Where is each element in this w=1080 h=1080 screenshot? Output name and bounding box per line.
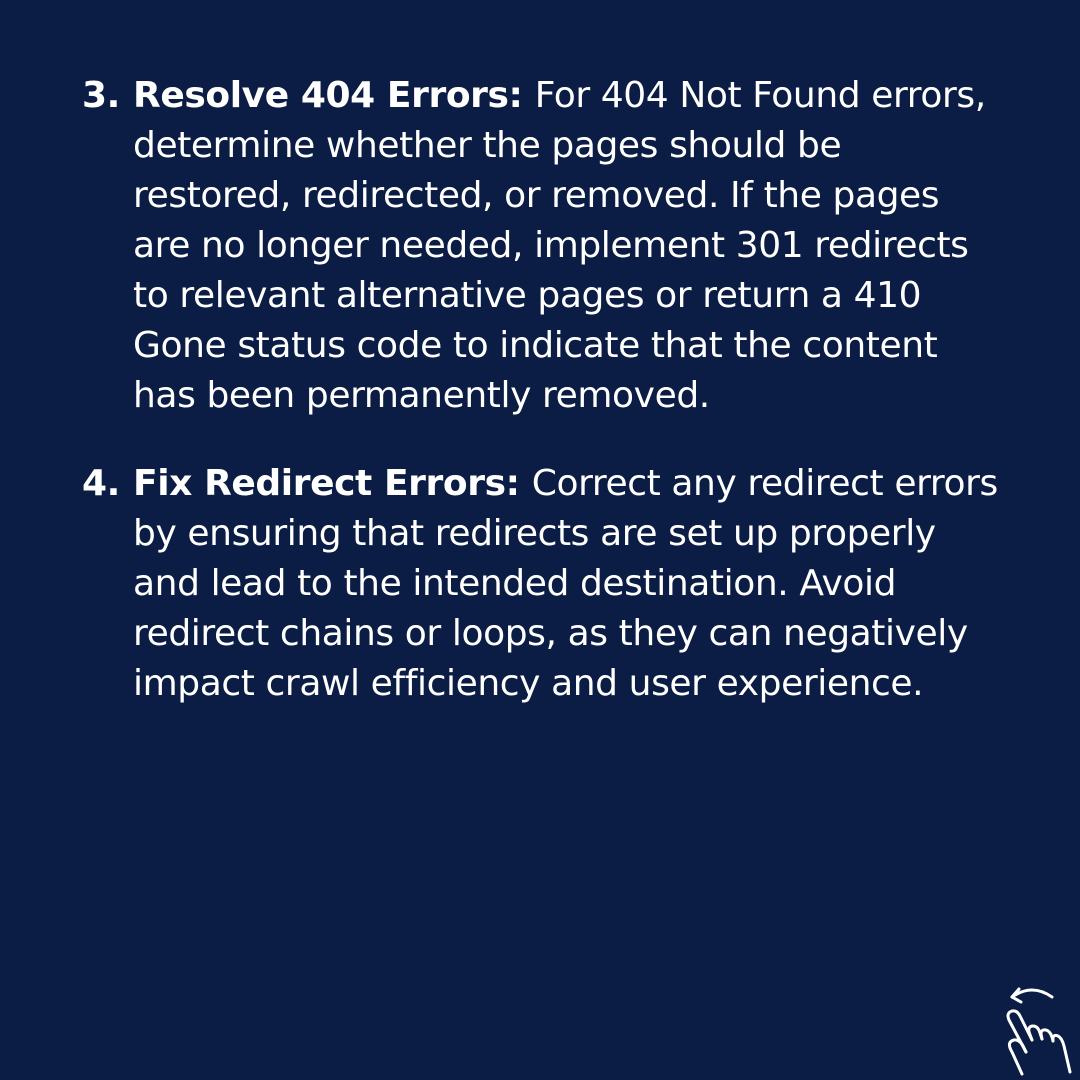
step-item <box>0 459 1003 709</box>
step-number: 3. <box>82 75 120 116</box>
step-item <box>0 71 1003 421</box>
step-heading: Fix Redirect Errors: <box>133 463 532 504</box>
step-body: Correct any redirect errors by ensuring that redirects are set up properly and lead to the intended destination. Avoid redirect chains or loops, as they can negatively impact crawl efficiency and user experience. <box>133 463 998 704</box>
step-heading: Resolve 404 Errors: <box>133 75 535 116</box>
swipe-hand-icon <box>996 982 1080 1080</box>
step-body: For 404 Not Found errors, determine whether the pages should be restored, redirected, or removed. If the pages are no longer needed, implement 301 redirects to relevant alternative pages or return a 410 Gone status code to indicate that the content has been permanently removed. <box>133 75 986 416</box>
step-number: 4. <box>82 463 120 504</box>
steps-list <box>0 71 1080 709</box>
